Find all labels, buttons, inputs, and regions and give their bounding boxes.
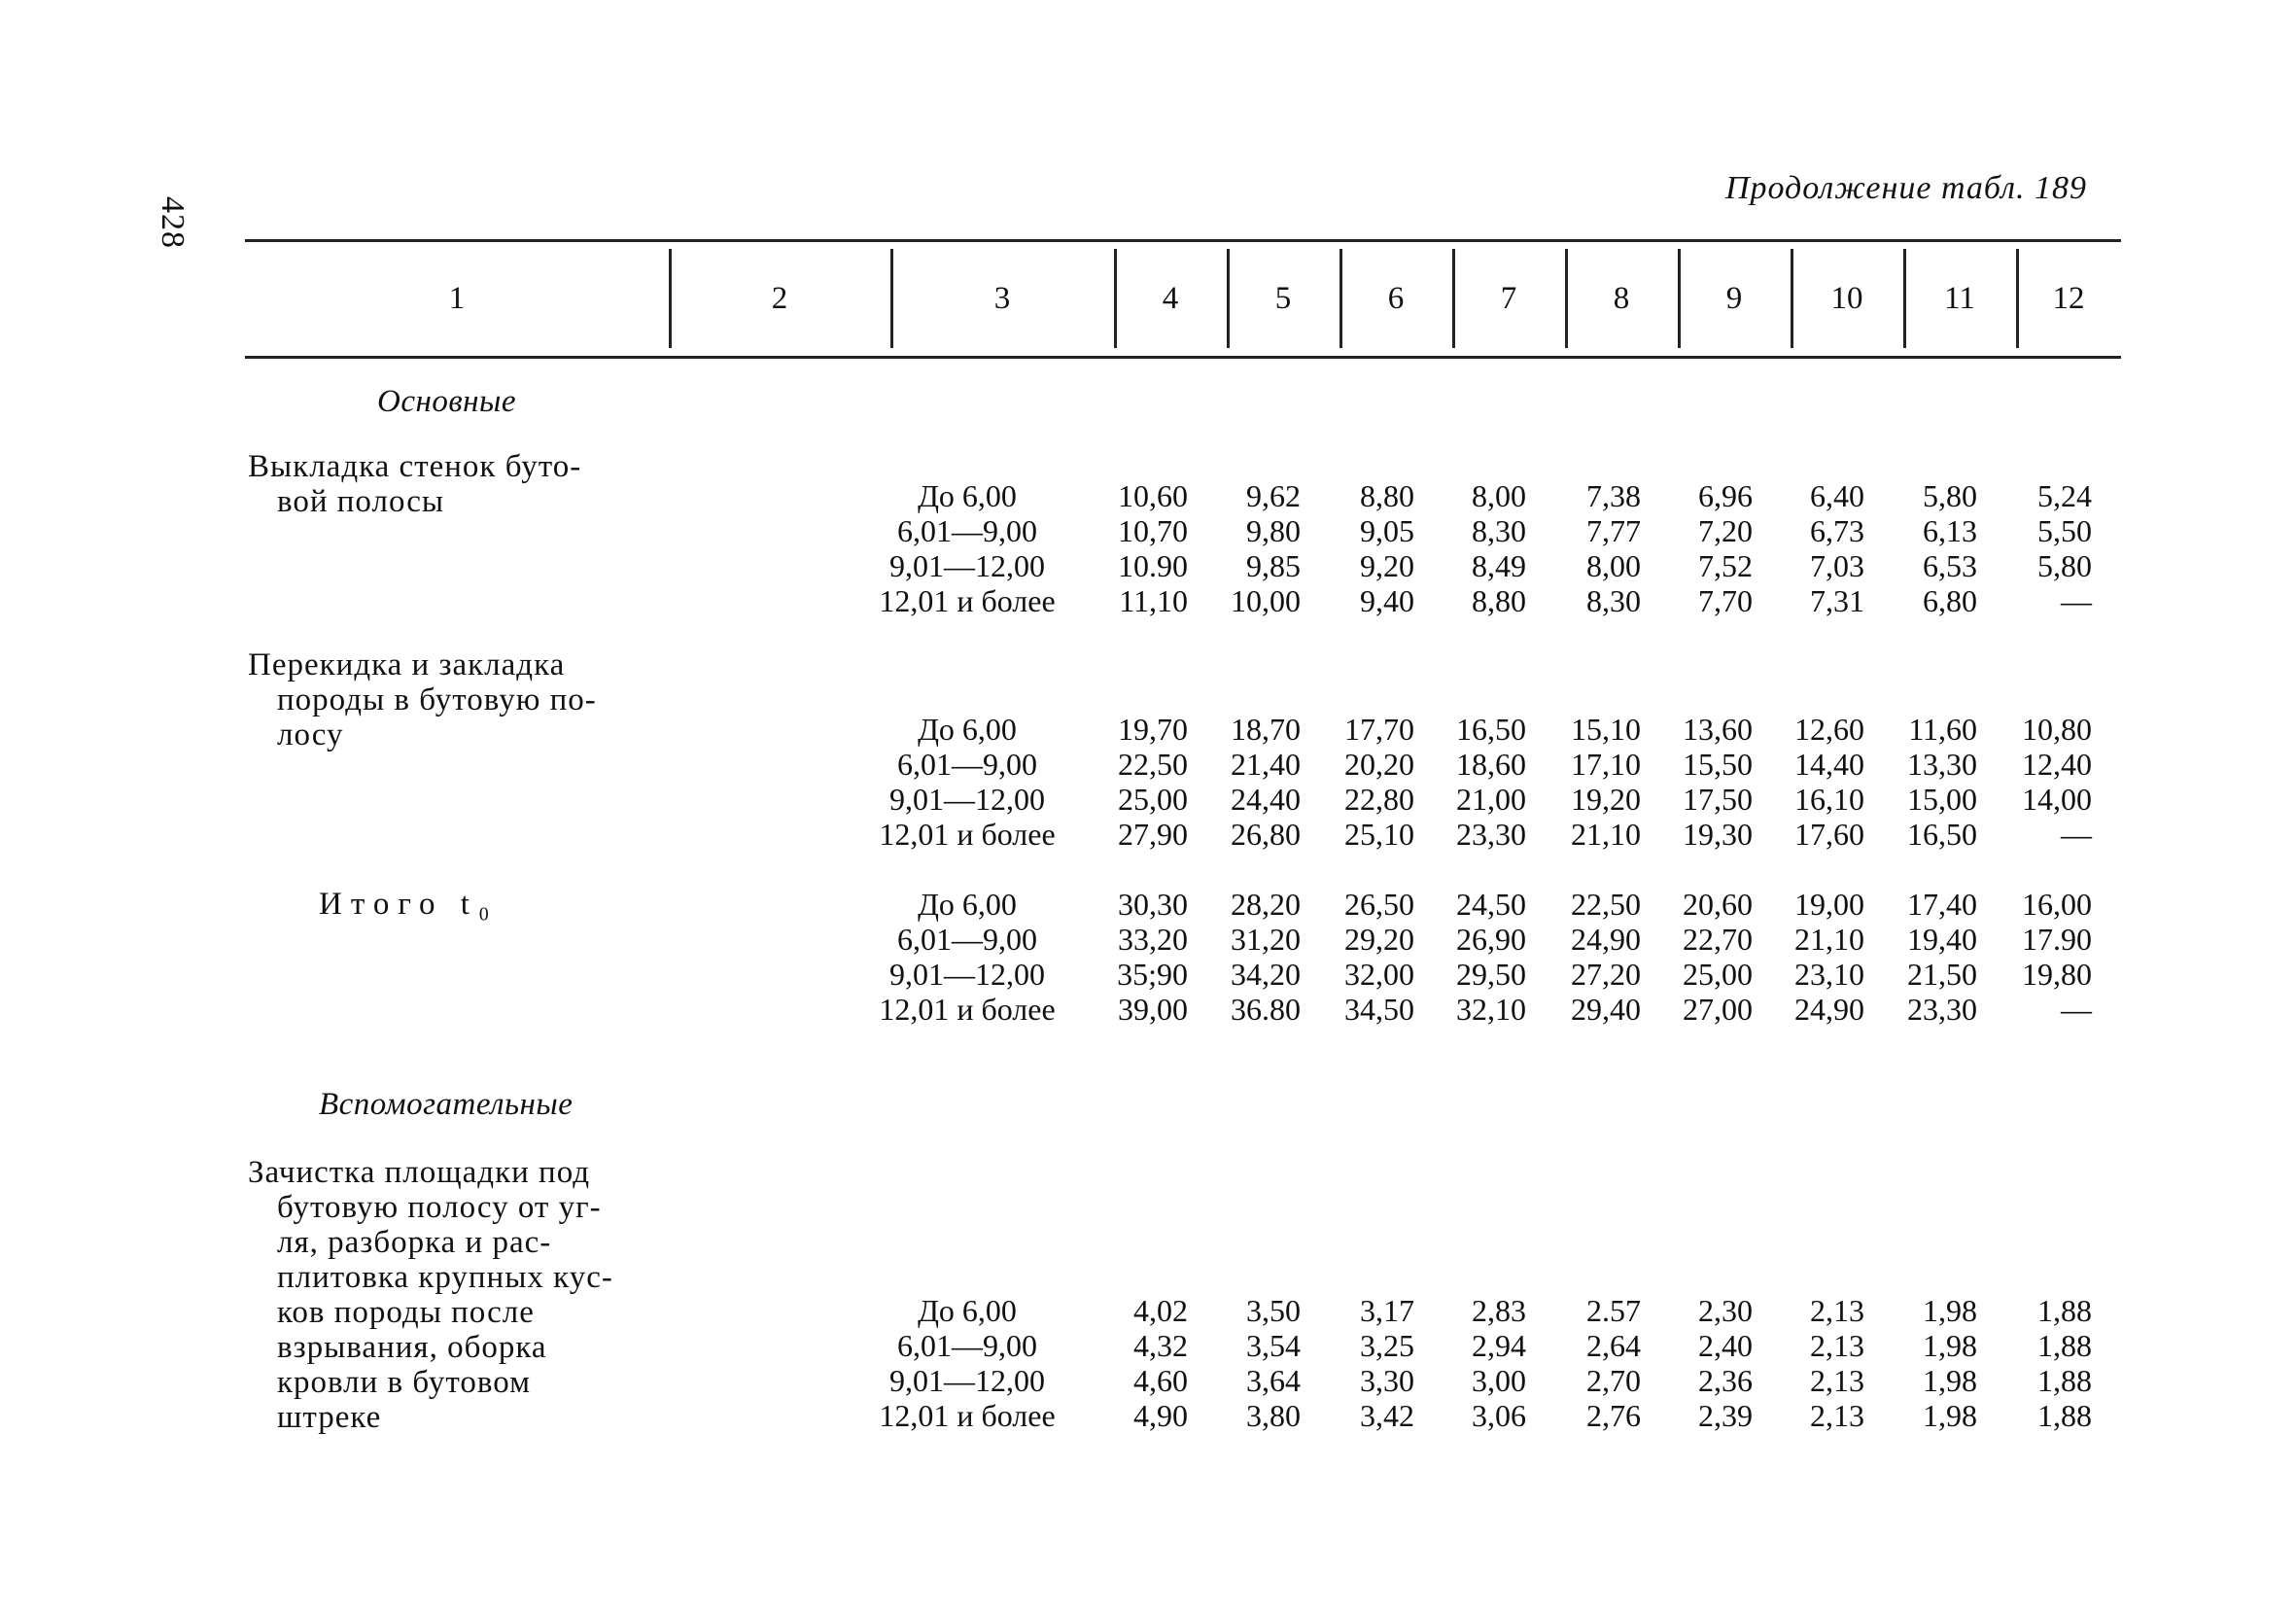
row-label-line: бутовую полосу от уг- (277, 1190, 602, 1225)
row-label-line: кровли в бутовом (277, 1365, 532, 1400)
section-title-auxiliary: Вспомогательные (319, 1087, 574, 1122)
value-cell: 7,38 (1586, 478, 1641, 513)
value-cell: — (2061, 583, 2092, 618)
value-cell: 19,40 (1907, 922, 1977, 957)
value-cell: 10.90 (1118, 548, 1188, 583)
row-label-line: штреке (277, 1400, 382, 1435)
value-cell: 24,90 (1794, 992, 1864, 1027)
value-cell: 8,30 (1586, 583, 1641, 618)
value-cell: 2,39 (1698, 1398, 1753, 1433)
value-cell: 17,10 (1571, 747, 1641, 782)
row-label-line: Зачистка площадки под (248, 1155, 591, 1190)
value-cell: 22,50 (1118, 747, 1188, 782)
value-cell: 27,20 (1571, 957, 1641, 992)
table-row (855, 747, 2121, 782)
value-cell: 26,90 (1456, 922, 1526, 957)
value-cell: 10,60 (1118, 478, 1188, 513)
table-row (855, 712, 2121, 747)
range-cell: 9,01—12,00 (889, 548, 1045, 583)
row-group-vykladka (855, 478, 2121, 618)
value-cell: 36.80 (1231, 992, 1301, 1027)
header-divider (1452, 249, 1455, 348)
value-cell: 34,20 (1231, 957, 1301, 992)
value-cell: 2,13 (1810, 1398, 1864, 1433)
row-label-line: взрывания, оборка (277, 1330, 547, 1365)
value-cell: 3,17 (1360, 1293, 1414, 1328)
value-cell: 4,90 (1133, 1398, 1188, 1433)
header-divider (1678, 249, 1681, 348)
value-cell: 17,50 (1683, 782, 1753, 817)
value-cell: 2,13 (1810, 1328, 1864, 1363)
value-cell: 16,10 (1794, 782, 1864, 817)
value-cell: 32,10 (1456, 992, 1526, 1027)
range-cell: До 6,00 (918, 887, 1017, 922)
value-cell: 4,60 (1133, 1363, 1188, 1398)
row-label-line: Выкладка стенок буто- (248, 449, 582, 484)
range-cell: 6,01—9,00 (897, 513, 1037, 548)
value-cell: 20,60 (1683, 887, 1753, 922)
value-cell: 21,40 (1231, 747, 1301, 782)
value-cell: 23,10 (1794, 957, 1864, 992)
value-cell: 29,50 (1456, 957, 1526, 992)
range-cell: 12,01 и более (879, 817, 1056, 852)
row-label-line: породы в бутовую по- (277, 682, 597, 717)
value-cell: 2,64 (1586, 1328, 1641, 1363)
table-row (855, 478, 2121, 513)
table-row (855, 583, 2121, 618)
value-cell: 8,49 (1472, 548, 1526, 583)
value-cell: 13,60 (1683, 712, 1753, 747)
value-cell: 2,76 (1586, 1398, 1641, 1433)
value-cell: 25,00 (1118, 782, 1188, 817)
table-row (855, 513, 2121, 548)
value-cell: 30,30 (1118, 887, 1188, 922)
value-cell: 13,30 (1907, 747, 1977, 782)
value-cell: 33,20 (1118, 922, 1188, 957)
table-header-row (245, 245, 2121, 352)
value-cell: 19,20 (1571, 782, 1641, 817)
value-cell: 34,50 (1344, 992, 1414, 1027)
header-col-2: 2 (771, 280, 788, 316)
value-cell: 9,40 (1360, 583, 1414, 618)
value-cell: 7,77 (1586, 513, 1641, 548)
range-cell: 6,01—9,00 (897, 747, 1037, 782)
value-cell: 10,70 (1118, 513, 1188, 548)
value-cell: 5,24 (2037, 478, 2092, 513)
value-cell: 1,98 (1923, 1363, 1977, 1398)
value-cell: 9,80 (1246, 513, 1301, 548)
value-cell: 8,00 (1586, 548, 1641, 583)
header-divider (1791, 249, 1793, 348)
row-label-perekidka (248, 647, 666, 752)
table-top-rule (245, 239, 2121, 242)
value-cell: 7,31 (1810, 583, 1864, 618)
value-cell: 2,40 (1698, 1328, 1753, 1363)
header-col-1: 1 (448, 280, 466, 316)
value-cell: 6,96 (1698, 478, 1753, 513)
value-cell: 6,13 (1923, 513, 1977, 548)
value-cell: 21,10 (1794, 922, 1864, 957)
value-cell: 3,50 (1246, 1293, 1301, 1328)
value-cell: 18,70 (1231, 712, 1301, 747)
value-cell: 14,00 (2022, 782, 2092, 817)
row-label-line: вой полосы (277, 484, 445, 519)
value-cell: 6,80 (1923, 583, 1977, 618)
value-cell: 31,20 (1231, 922, 1301, 957)
value-cell: 3,42 (1360, 1398, 1414, 1433)
value-cell: 18,60 (1456, 747, 1526, 782)
value-cell: 3,00 (1472, 1363, 1526, 1398)
header-col-10: 10 (1830, 280, 1863, 316)
range-cell: 6,01—9,00 (897, 1328, 1037, 1363)
value-cell: 2,30 (1698, 1293, 1753, 1328)
value-cell: 25,00 (1683, 957, 1753, 992)
value-cell: 22,50 (1571, 887, 1641, 922)
header-col-5: 5 (1274, 280, 1292, 316)
value-cell: 1,88 (2037, 1363, 2092, 1398)
value-cell: 2,36 (1698, 1363, 1753, 1398)
value-cell: 19,30 (1683, 817, 1753, 852)
value-cell: 12,40 (2022, 747, 2092, 782)
value-cell: 28,20 (1231, 887, 1301, 922)
header-divider (2016, 249, 2019, 348)
value-cell: 16,00 (2022, 887, 2092, 922)
value-cell: 19,80 (2022, 957, 2092, 992)
value-cell: 17.90 (2022, 922, 2092, 957)
value-cell: 26,80 (1231, 817, 1301, 852)
value-cell: 23,30 (1907, 992, 1977, 1027)
value-cell: 39,00 (1118, 992, 1188, 1027)
value-cell: 8,00 (1472, 478, 1526, 513)
row-label-line: ля, разборка и рас- (277, 1225, 552, 1260)
value-cell: 27,90 (1118, 817, 1188, 852)
header-divider (1114, 249, 1117, 348)
value-cell: 25,10 (1344, 817, 1414, 852)
row-group-perekidka (855, 712, 2121, 852)
page-number: 428 (155, 196, 191, 249)
value-cell: 19,00 (1794, 887, 1864, 922)
value-cell: 7,70 (1698, 583, 1753, 618)
value-cell: 6,53 (1923, 548, 1977, 583)
value-cell: 3,25 (1360, 1328, 1414, 1363)
value-cell: 15,10 (1571, 712, 1641, 747)
value-cell: 8,80 (1360, 478, 1414, 513)
table-row (855, 1328, 2121, 1363)
value-cell: 21,10 (1571, 817, 1641, 852)
value-cell: 27,00 (1683, 992, 1753, 1027)
value-cell: 8,80 (1472, 583, 1526, 618)
value-cell: 2,70 (1586, 1363, 1641, 1398)
range-cell: 9,01—12,00 (889, 782, 1045, 817)
value-cell: 9,62 (1246, 478, 1301, 513)
header-col-7: 7 (1500, 280, 1517, 316)
header-col-3: 3 (993, 280, 1011, 316)
value-cell: 1,88 (2037, 1293, 2092, 1328)
value-cell: 17,40 (1907, 887, 1977, 922)
value-cell: 10,80 (2022, 712, 2092, 747)
value-cell: 4,32 (1133, 1328, 1188, 1363)
header-divider (890, 249, 893, 348)
value-cell: 23,30 (1456, 817, 1526, 852)
value-cell: 4,02 (1133, 1293, 1188, 1328)
table-row (855, 1293, 2121, 1328)
row-label-line: ков породы после (277, 1295, 535, 1330)
value-cell: 12,60 (1794, 712, 1864, 747)
value-cell: 16,50 (1907, 817, 1977, 852)
value-cell: — (2061, 992, 2092, 1027)
value-cell: 5,80 (1923, 478, 1977, 513)
value-cell: 5,80 (2037, 548, 2092, 583)
value-cell: 22,80 (1344, 782, 1414, 817)
value-cell: 1,98 (1923, 1398, 1977, 1433)
table-row (855, 957, 2121, 992)
table-row (855, 992, 2121, 1027)
header-divider (1565, 249, 1568, 348)
range-cell: 12,01 и более (879, 1398, 1056, 1433)
header-col-12: 12 (2052, 280, 2085, 316)
value-cell: 7,52 (1698, 548, 1753, 583)
value-cell: 11,10 (1119, 583, 1188, 618)
header-col-6: 6 (1387, 280, 1405, 316)
value-cell: 29,20 (1344, 922, 1414, 957)
value-cell: 3,64 (1246, 1363, 1301, 1398)
header-divider (1903, 249, 1906, 348)
row-label-vykladka (248, 449, 666, 519)
value-cell: 19,70 (1118, 712, 1188, 747)
table-row (855, 1398, 2121, 1433)
value-cell: 20,20 (1344, 747, 1414, 782)
header-col-4: 4 (1162, 280, 1179, 316)
value-cell: 15,50 (1683, 747, 1753, 782)
range-cell: До 6,00 (918, 1293, 1017, 1328)
value-cell: 7,20 (1698, 513, 1753, 548)
value-cell: 6,73 (1810, 513, 1864, 548)
value-cell: 16,50 (1456, 712, 1526, 747)
table-caption: Продолжение табл. 189 (1724, 170, 2087, 206)
value-cell: 2,13 (1810, 1293, 1864, 1328)
row-label-zachistka (248, 1155, 666, 1435)
value-cell: 3,54 (1246, 1328, 1301, 1363)
row-label-line: лосу (277, 717, 344, 752)
value-cell: 2,94 (1472, 1328, 1526, 1363)
value-cell: 2,13 (1810, 1363, 1864, 1398)
value-cell: 5,50 (2037, 513, 2092, 548)
section-title-main: Основные (377, 384, 517, 419)
value-cell: 3,80 (1246, 1398, 1301, 1433)
value-cell: 22,70 (1683, 922, 1753, 957)
value-cell: 24,50 (1456, 887, 1526, 922)
value-cell: 35;90 (1117, 957, 1188, 992)
value-cell: 15,00 (1907, 782, 1977, 817)
value-cell: 21,50 (1907, 957, 1977, 992)
table-row (855, 922, 2121, 957)
value-cell: 17,70 (1344, 712, 1414, 747)
value-cell: 29,40 (1571, 992, 1641, 1027)
value-cell: 1,98 (1923, 1328, 1977, 1363)
row-group-zachistka (855, 1293, 2121, 1433)
value-cell: 2.57 (1586, 1293, 1641, 1328)
header-divider (1339, 249, 1342, 348)
range-cell: 9,01—12,00 (889, 957, 1045, 992)
value-cell: 9,20 (1360, 548, 1414, 583)
value-cell: — (2061, 817, 2092, 852)
value-cell: 8,30 (1472, 513, 1526, 548)
table-row (855, 1363, 2121, 1398)
value-cell: 32,00 (1344, 957, 1414, 992)
range-cell: 9,01—12,00 (889, 1363, 1045, 1398)
header-divider (1227, 249, 1230, 348)
value-cell: 1,88 (2037, 1398, 2092, 1433)
value-cell: 1,98 (1923, 1293, 1977, 1328)
value-cell: 24,90 (1571, 922, 1641, 957)
range-cell: 12,01 и более (879, 583, 1056, 618)
value-cell: 3,30 (1360, 1363, 1414, 1398)
value-cell: 6,40 (1810, 478, 1864, 513)
value-cell: 1,88 (2037, 1328, 2092, 1363)
value-cell: 9,05 (1360, 513, 1414, 548)
header-col-8: 8 (1613, 280, 1630, 316)
value-cell: 3,06 (1472, 1398, 1526, 1433)
value-cell: 7,03 (1810, 548, 1864, 583)
table-row (855, 887, 2121, 922)
value-cell: 17,60 (1794, 817, 1864, 852)
table-header-rule (245, 356, 2121, 359)
range-cell: 6,01—9,00 (897, 922, 1037, 957)
value-cell: 24,40 (1231, 782, 1301, 817)
value-cell: 26,50 (1344, 887, 1414, 922)
table-row (855, 817, 2121, 852)
header-divider (669, 249, 672, 348)
row-group-itogo (855, 887, 2121, 1027)
range-cell: 12,01 и более (879, 992, 1056, 1027)
row-label-line: плитовка крупных кус- (277, 1260, 613, 1295)
value-cell: 14,40 (1794, 747, 1864, 782)
value-cell: 21,00 (1456, 782, 1526, 817)
row-label-line: Перекидка и закладка (248, 647, 566, 682)
value-cell: 2,83 (1472, 1293, 1526, 1328)
range-cell: До 6,00 (918, 478, 1017, 513)
header-col-11: 11 (1944, 280, 1975, 316)
value-cell: 10,00 (1231, 583, 1301, 618)
range-cell: До 6,00 (918, 712, 1017, 747)
value-cell: 9,85 (1246, 548, 1301, 583)
header-col-9: 9 (1725, 280, 1743, 316)
table-row (855, 782, 2121, 817)
value-cell: 11,60 (1908, 712, 1977, 747)
table-row (855, 548, 2121, 583)
row-label-itogo: Итого t₀ (319, 887, 499, 922)
